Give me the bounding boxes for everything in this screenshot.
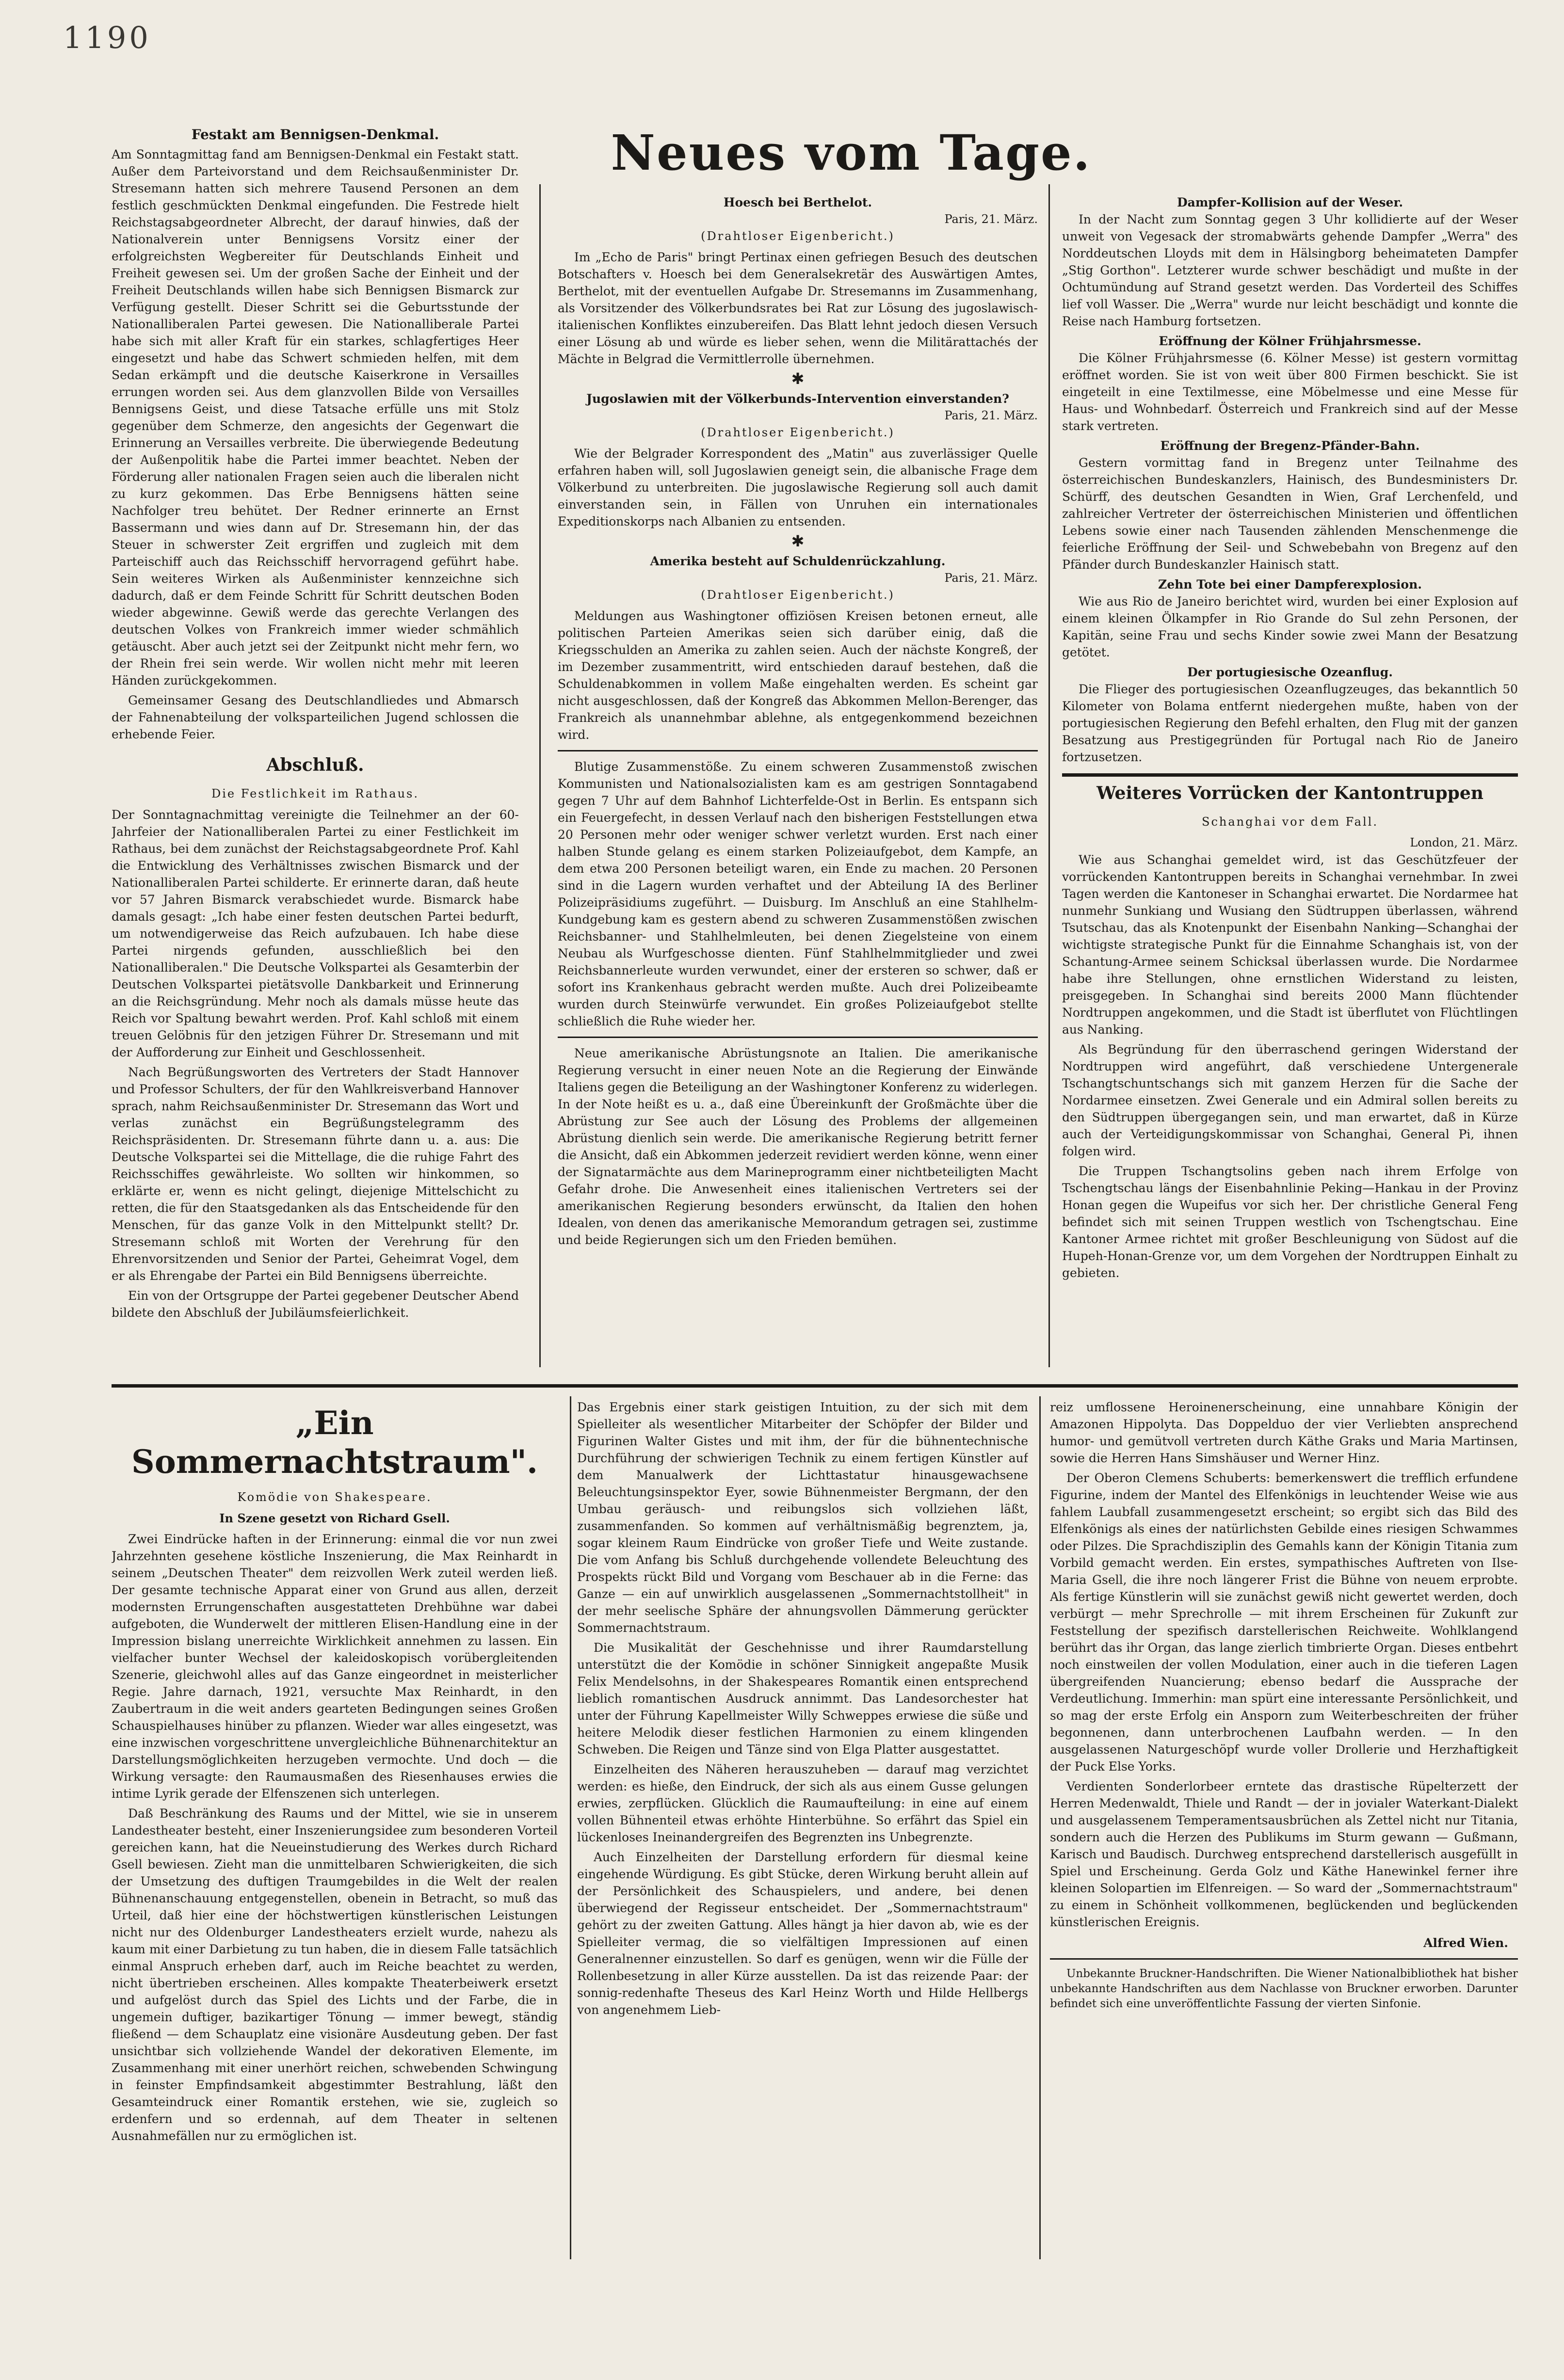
feature-paragraph: reiz umflossene Heroinenerscheinung, eine unnahbare Königin der Amazonen Hippolyta. Das Doppelduo der vier Verliebten ansprechend humor- und gemütvoll vertreten durch Käthe Graks und Maria Martinsen, sowie die Herren Hans Simshäuser und Werner Hinz. — [1050, 1400, 1518, 1465]
source-line: (Drahtloser Eigenbericht.) — [701, 426, 895, 439]
source-line: (Drahtloser Eigenbericht.) — [701, 588, 895, 602]
dateline: London, 21. März. — [1410, 836, 1518, 849]
article-headline: Dampfer-Kollision auf der Weser. — [1177, 195, 1403, 209]
article-title-kantontruppen: Weiteres Vorrücken der Kantontruppen — [1096, 783, 1483, 803]
feature-paragraph: Verdienten Sonderlorbeer erntete das drastische Rüpelterzett der Herren Medenwaldt, Thiele und Randt — der in jovialer Waterkant-Dialekt und ausgelassenem Temperamentsausbrüchen als Zettel nicht nur Titania, sondern auch die Herzen des Publikums im Sturm gewann — Gußmann, Karisch und Baudisch. Durchweg entsprechend darstellerisch ausgefüllt in Spiel und Erscheinung. Gerda Golz und Käthe Hanewinkel ferner ihre kleinen Solopartien im Elfenreigen. — So ward der „Sommernachtstraum" zu einem in Schönheit vollkommenen, beglückenden und beglückenden künstlerischen Ereignis. — [1050, 1779, 1518, 1929]
right-column — [1062, 194, 1518, 1358]
article-paragraph: Die Kölner Frühjahrsmesse (6. Kölner Messe) ist gestern vormittag eröffnet worden. Sie ist von weit über 800 Firmen beschickt. Sie ist eingeteilt in eine Textilmesse, eine Möbelmesse und eine Messe für Haus- und Wohnbedarf. Österreich und Frankreich sind auf der Messe stark vertreten. — [1062, 351, 1518, 433]
article-paragraph: In der Nacht zum Sonntag gegen 3 Uhr kollidierte auf der Weser unweit von Vegesack der stromabwärts gehende Dampfer „Werra" des Norddeutschen Lloyds mit dem in Hälsingborg beheimateten Dampfer „Stig Gorthon". Letzterer wurde schwer beschädigt und mußte in der Ochtumündung auf Strand gesetzt werden. Das Vorderteil des Schiffes lief voll Wasser. Die „Werra" wurde nur leicht beschädigt und konnte die Reise nach Hamburg fortsetzen. — [1062, 212, 1518, 328]
dateline: Paris, 21. März. — [944, 409, 1038, 422]
feature-credit: In Szene gesetzt von Richard Gsell. — [219, 1511, 450, 1525]
column-divider — [539, 184, 541, 1367]
article-headline: Eröffnung der Bregenz-Pfänder-Bahn. — [1160, 439, 1420, 453]
section-rule — [558, 1037, 1038, 1038]
section-masthead: Neues vom Tage. — [611, 124, 1092, 181]
feature-paragraph: Der Oberon Clemens Schuberts: bemerkenswert die trefflich erfundene Figurine, indem der Mantel des Elfenkönigs in leuchtender Weise wie aus fahlem Laubfall zusammengesetzt erscheint; so ergibt sich das Bild des Elfenkönigs als eines der natürlichsten Gebilde eines riesigen Schwammes oder Pilzes. Die Sprachdisziplin des Gemahls kann der Königin Titania zum Vorbild gemacht werden. Ein erstes, sympathisches Auftreten von Ilse-Maria Gsell, die ihre noch längerer Frist die Bühne von neuem erprobte. Als fertige Künstlerin will sie zunächst gewiß nicht gewertet werden, doch verbürgt — mehr Sprechrolle — mit ihrem Erscheinen für Zukunft zur Feststellung der spezifisch darstellerischen Reichweite. Wohlklangend berührt das ihr Organ, das lange zierlich timbrierte Organ. Dieses entbehrt noch einstweilen der vollen Modulation, einer auch in die tieferen Lagen übergreifenden Nuancierung; ebenso bedarf die Aussprache der Verdeutlichung. Immerhin: man spürt eine interessante Persönlichkeit, und so mag der erste Erfolg ein Ansporn zum Weiterbeschreiten der früher begonnenen, dann unterbrochenen Laufbahn werden. — In den ausgelassenen Naturgeschöpf wurde voller Drollerie und Herzhaftigkeit der Puck Else Yorks. — [1050, 1471, 1518, 1773]
article-paragraph: Nach Begrüßungsworten des Vertreters der Stadt Hannover und Professor Schulters, der für den Wahlkreisverband Hannover sprach, nahm Reichsaußenminister Dr. Stresemann das Wort und verlas zunächst ein Begrüßungstelegramm des Reichspräsidenten. Dr. Stresemann führte dann u. a. aus: Die Deutsche Volkspartei sei die Mittellage, die die ruhige Fahrt des Reichsschiffes gewährleiste. Wo sollten wir hinkommen, so erklärte er, wenn es nicht gelingt, diejenige Mittelschicht zu retten, die für den Staatsgedanken als das Entscheidende für den Menschen, für das ganze Volk in den Mittelpunkt stellt? Dr. Stresemann schloß mit Worten der Verehrung für den Ehrenvorsitzenden und Senior der Partei, Geheimrat Vogel, dem er als Ehrengabe der Partei ein Bild Bennigsens überreichte. — [112, 1065, 519, 1283]
feature-paragraph: Auch Einzelheiten der Darstellung erfordern für diesmal keine eingehende Würdigung. Es gibt Stücke, deren Wirkung beruht allein auf der Persönlichkeit des Schauspielers, und andere, bei denen überwiegend der Regisseur entscheidet. Der „Sommernachtstraum" gehört zu der zweiten Gattung. Alles hängt ja hier davon ab, wie es der Spielleiter vermag, die so vielfältigen Impressionen auf einen Generalnenner einzustellen. So darf es genügen, wenn wir die Fülle der Rollenbesetzung in aller Kürze ausstellen. Da ist das reizende Paar: der sonnig-redenhafte Theseus des Karl Heinz Worth und Hilde Hellbergs von angenehmem Lieb- — [577, 1850, 1028, 2017]
article-title-abschluss: Abschluß. — [266, 755, 364, 775]
article-paragraph: Wie aus Schanghai gemeldet wird, ist das Geschützfeuer der vorrückenden Kantontruppen bereits in Schanghai vernehmbar. In zwei Tagen werden die Kantoneser in Schanghai erwartet. Die Nordarmee hat nunmehr Sunkiang und Wusiang den Südtruppen überlassen, während Tsutschau, das als Knotenpunkt der Eisenbahn Nanking—Schanghai der wichtigste strategische Punkt für die Einnahme Schanghais ist, von der Schantung-Armee seinem Schicksal überlassen wurde. Die Nordarmee habe ihre Stellungen, ohne ernstlichen Widerstand zu leisten, preisgegeben. In Schanghai sind bereits 2000 Mann flüchtender Nordtruppen angekommen, und die Stadt ist überflutet von Flüchtlingen aus Nanking. — [1062, 853, 1518, 1037]
article-paragraph: Der Sonntagnachmittag vereinigte die Teilnehmer an der 60-Jahrfeier der Nationalliberalen Partei zu einer Festlichkeit im Rathaus, bei dem zunächst der Reichstagsabgeordnete Prof. Kahl die Entwicklung des Verhältnisses zwischen Bismarck und der Nationalliberalen Partei schilderte. Er erinnerte daran, daß heute vor 57 Jahren Bismarck verabschiedet wurde. Bismarck habe damals gesagt: „Ich habe einer festen deutschen Partei bedurft, um notwendigerweise das Reich aufzubauen. Ich habe diese Partei nirgends gefunden, ausschließlich bei den Nationalliberalen." Die Deutsche Volkspartei als Gesamterbin der Deutschen Volkspartei pietätsvolle Dankbarkeit und Erinnerung an die Reichsgründung. Mehr noch als damals müsse heute das Reich vor Spaltung bewahrt werden. Prof. Kahl schloß mit einem treuen Gelöbnis für den jetzigen Führer Dr. Stresemann und mit der Aufforderung zur Einheit und Geschlossenheit. — [112, 808, 519, 1059]
article-paragraph: Neue amerikanische Abrüstungsnote an Italien. Die amerikanische Regierung versucht in einer neuen Note an die Regierung der Einwände Italiens gegen die Beteiligung an der Washingtoner Konferenz zu widerlegen. In der Note heißt es u. a., daß eine Übereinkunft der Großmächte über die Abrüstung zur See auch der Lösung des Problems der allgemeinen Abrüstung dienlich sein werde. Die amerikanische Regierung betritt ferner die Ansicht, daß ein Abkommen jederzeit revidiert werden könne, wenn einer der Signatarmächte aus dem Marineprogramm einer nichtbeteiligten Macht Gefahr drohe. Die Anwesenheit eines italienischen Vertreters sei der amerikanischen Regierung besonders erwünscht, da Italien den hohen Idealen, von denen das amerikanische Memorandum getragen sei, zustimme und beide Regierungen sich um den Frieden bemühen. — [558, 1046, 1038, 1247]
article-paragraph: Ein von der Ortsgruppe der Partei gegebener Deutscher Abend bildete den Abschluß der Jubiläumsfeierlichkeit. — [112, 1289, 519, 1320]
feature-column-2 — [577, 1399, 1028, 2262]
article-headline: Zehn Tote bei einer Dampferexplosion. — [1158, 577, 1422, 591]
article-paragraph: Im „Echo de Paris" bringt Pertinax einen gefriegen Besuch des deutschen Botschafters v. Hoesch bei dem Generalsekretär des Auswärtigen Amtes, Berthelot, mit der eventuellen Aufgabe Dr. Stresemanns im Zusammenhang, als Vorsitzender des Völkerbundsrates bei Rat zur Lösung des jugoslawisch-italienischen Konfliktes einzubereifen. Das Blatt lehnt jedoch diesen Versuch einer Lösung ab und würde es lieber sehen, wenn die Militärattachés der Mächte in Belgrad die Vermittlerrolle übernehmen. — [558, 250, 1038, 366]
article-paragraph: Die Truppen Tschangtsolins geben nach ihrem Erfolge von Tschengtschau längs der Eisenbahnlinie Peking—Hankau in der Provinz Honan gegen die Wupeifus vor sich her. Der christliche General Feng befindet sich mit seinen Truppen westlich von Tschengtschau. Eine Kantoner Armee richtet mit großer Beschleunigung von Südost auf die Hupeh-Honan-Grenze vor, um dem Vorgehen der Nordtruppen Einhalt zu gebieten. — [1062, 1164, 1518, 1280]
article-paragraph: Am Sonntagmittag fand am Bennigsen-Denkmal ein Festakt statt. Außer dem Parteivorstand und dem Reichsaußenminister Dr. Stresemann hatten sich mehrere Tausend Personen an dem festlich geschmückten Denkmal eingefunden. Die Festrede hielt Reichstagsabgeordneter Albrecht, der darauf hinwies, daß der Nationalverein unter Bennigsens Vorsitz einer der erfolgreichsten Wegbereiter für Deutschlands Einheit und Freiheit gewesen sei. Um der großen Sache der Einheit und der Freiheit Deutschlands willen habe sich Bennigsen Bismarck zur Verfügung gestellt. Dieser Schritt sei die Geburtsstunde der Nationalliberalen Partei gewesen. Die Nationalliberale Partei habe sich mit aller Kraft für ein starkes, schlagfertiges Heer eingesetzt und habe das Schwert schmieden helfen, mit dem Sedan erkämpft und die deutsche Kaiserkrone in Versailles errungen worden sei. Aus dem glanzvollen Bilde von Versailles Bennigsens Geist, und diese Tatsache erfülle uns mit Stolz gegenüber dem Schmerze, den angesichts der Gegenwart die Erinnerung an Versailles verbreite. Die überwiegende Bedeutung der Außenpolitik habe die Partei immer beachtet. Neben der Förderung aller nationalen Fragen seien auch die liberalen nicht zu kurz gekommen. Das Erbe Bennigsens hätten seine Nachfolger treu behütet. Der Redner erinnerte an Ernst Bassermann und wies dann auf Dr. Stresemann hin, der das Steuer in schwerster Zeit ergriffen und zugleich mit dem Parteischiff auch das Reichsschiff hervorragend geführt habe. Sein weiteres Wirken als Außenminister kennzeichne sich dadurch, daß er dem Feinde Schritt für Schritt deutschen Boden wieder abgewinne. Gewiß werde das gerechte Verlangen des deutschen Volkes von Frankreich immer wieder schmählich getäuscht. Aber auch jetzt sei der Zeitpunkt nicht mehr fern, wo der Rhein frei sein werde. Wir wollen nicht mehr mit leeren Händen zurückgekommen. — [112, 147, 519, 687]
article-paragraph: Wie aus Rio de Janeiro berichtet wird, wurden bei einer Explosion auf einem kleinen Ölkampfer in Rio Grande do Sul zehn Personen, der Kapitän, seine Frau und sechs Kinder sowie zwei Mann der Besatzung getötet. — [1062, 594, 1518, 659]
column-divider — [1048, 184, 1050, 1367]
feature-paragraph: Die Musikalität der Geschehnisse und ihrer Raumdarstellung unterstützt die der Komödie in schöner Sinnigkeit angepaßte Musik Felix Mendelsohns, in der Shakespeares Romantik einen entsprechend lieblich romantischen Ausdruck annimmt. Das Landesorchester hat unter der Führung Kapellmeister Willy Schweppes erwiese die süße und heitere Melodik dieser festlichen Harmonien zu einem klingenden Schweben. Die Reigen und Tänze sind von Elga Platter ausgestattet. — [577, 1641, 1028, 1757]
feature-paragraph: Das Ergebnis einer stark geistigen Intuition, zu der sich mit dem Spielleiter als wesentlicher Mitarbeiter der Schöpfer der Bilder und Figurinen Walter Gistes und mit ihm, der für die bühnentechnische Durchführung der schwierigen Technik zu einem fertigen Künstler auf dem Manualwerk der Lichttastatur hinausgewachsene Beleuchtungsinspektor Eyer, sowie Bühnenmeister Bergmann, der den Umbau geräusch- und reibungslos sich vollziehen läßt, zusammenfanden. So kommen auf verhältnismäßig begrenztem, ja, sogar kleinem Raum Eindrücke von großer Tiefe und Weite zustande. Die vom Anfang bis Schluß durchgehende vollendete Beleuchtung des Prospekts rückt Bild und Vorgang vom Beschauer ab in die Ferne: das Ganze — ein auf unwirklich ausgelassenen „Sommernachtstollheit" in der mehr seelische Sphäre der ahnungsvollen Dämmerung gerückter Sommernachtstraum. — [577, 1400, 1028, 1635]
column-divider — [1039, 1396, 1041, 2259]
feuilleton-rule — [112, 1384, 1518, 1388]
feature-column-3 — [1050, 1399, 1518, 2262]
source-line: (Drahtloser Eigenbericht.) — [701, 229, 895, 243]
middle-column — [558, 194, 1038, 1358]
article-title-festakt: Festakt am Bennigsen-Denkmal. — [191, 127, 439, 143]
feature-signature: Alfred Wien. — [1423, 1936, 1508, 1950]
article-paragraph: Gemeinsamer Gesang des Deutschlandliedes und Abmarsch der Fahnenabteilung der volksparteilichen Jugend schlossen die erhebende Feier. — [112, 693, 519, 741]
article-paragraph: Wie der Belgrader Korrespondent des „Matin" aus zuverlässiger Quelle erfahren haben will, soll Jugoslawien geneigt sein, die albanische Frage dem Völkerbund zu unterbreiten. Die jugoslawische Regierung soll auch damit einverstanden sein, in Fällen von Unruhen ein internationales Expeditionskorps nach Albanien zu entsenden. — [558, 447, 1038, 528]
feature-paragraph: Zwei Eindrücke haften in der Erinnerung: einmal die vor nun zwei Jahrzehnten gesehene köstliche Inszenierung, die Max Reinhardt in seinem „Deutschen Theater" dem reizvollen Werk zuteil werden ließ. Der gesamte technische Apparat einer von Grund aus allen, derzeit modernsten Errungenschaften ausgestatteten Drehbühne war dabei aufgeboten, die Wunderwelt der mittleren Elisen-Handlung eine in der Impression bislang unerreichte Wirklichkeit annehmen zu lassen. Ein vielfacher bunter Wechsel der kaleidoskopisch vorübergleitenden Szenerie, gleichwohl alles auf das Ganze eingeordnet in meisterlicher Regie. Jahre darnach, 1921, versuchte Max Reinhardt, in den Zaubertraum in die weit anders gearteten Bedingungen seines Großen Schauspielhauses hinüber zu pflanzen. Wieder war alles eingesetzt, was eine inzwischen vorgeschrittene unvergleichliche Bühnenarchitektur an Darstellungsmöglichkeiten herzugeben vermochte. Und doch — die Wirkung versagte: den Raumausmaßen des Riesenhauses erwies die intime Lyrik gerade der Elfenszenen sich unterlegen. — [112, 1532, 558, 1801]
section-rule — [1062, 773, 1518, 777]
article-paragraph: Gestern vormittag fand in Bregenz unter Teilnahme des österreichischen Bundeskanzlers, Hainisch, des Bundesministers Dr. Schürff, des deutschen Gesandten in Wien, Graf Lerchenfeld, und zahlreicher Vertreter der österreichischen Ministerien und öffentlichen Lebens sowie einer nach Tausenden zählenden Menschenmenge die feierliche Eröffnung der Seil- und Schwebebahn von Bregenz auf den Pfänder durch Bundeskanzler Hainisch statt. — [1062, 456, 1518, 572]
section-rule — [558, 750, 1038, 751]
article-headline: Amerika besteht auf Schuldenrückzahlung. — [650, 554, 946, 568]
dateline: Paris, 21. März. — [944, 212, 1038, 226]
article-subtitle: Schanghai vor dem Fall. — [1202, 815, 1378, 829]
article-headline: Eröffnung der Kölner Frühjahrsmesse. — [1159, 334, 1421, 348]
article-paragraph: Blutige Zusammenstöße. Zu einem schweren Zusammenstoß zwischen Kommunisten und Nationalsozialisten kam es am gestrigen Sonntagabend gegen 7 Uhr auf dem Bahnhof Lichterfelde-Ost in Berlin. Es entspann sich ein Feuergefecht, in dessen Verlauf nach den bisherigen Feststellungen etwa 20 Personen mehr oder weniger schwer verletzt wurden. Erst nach einer halben Stunde gelang es einem starken Polizeiaufgebot, dem Kampfe, an dem etwa 200 Personen beteiligt waren, ein Ende zu machen. 20 Personen sind in die Lagern wurden verhaftet und der Abteilung IA des Berliner Polizeipräsidiums zugeführt. — Duisburg. Im Anschluß an eine Stahlhelm-Kundgebung kam es gestern abend zu schweren Zusammenstößen zwischen Reichsbanner- und Stahlhelmleuten, bei denen Ziegelsteine von einem Neubau als Wurfgeschosse dienten. Fünf Stahlhelmmitglieder und zwei Reichsbannerleute wurden verwundet, einer der ersteren so schwer, daß er sofort ins Krankenhaus gebracht werden mußte. Auch drei Polizeibeamte wurden durch Steinwürfe verwundet. Ein großes Polizeiaufgebot stellte schließlich die Ruhe wieder her. — [558, 760, 1038, 1028]
note-paragraph: Unbekannte Bruckner-Handschriften. Die Wiener Nationalbibliothek hat bisher unbekannte Handschriften aus dem Nachlasse von Bruckner erworben. Darunter befindet sich eine unveröffentlichte Fassung der vierten Sinfonie. — [1050, 1967, 1518, 2010]
feature-title: „Ein Sommernachtstraum". — [131, 1404, 538, 1481]
article-paragraph: Die Flieger des portugiesischen Ozeanflugzeuges, das bekanntlich 50 Kilometer von Bolama entfernt niedergehen mußte, haben von der portugiesischen Regierung den Befehl erhalten, den Flug mit der ganzen Besatzung aus Prestigegründen für Portugal nach Rio de Janeiro fortzusetzen. — [1062, 682, 1518, 764]
article-headline: Der portugiesische Ozeanflug. — [1187, 665, 1393, 679]
article-headline: Jugoslawien mit der Völkerbunds-Intervention einverstanden? — [586, 392, 1009, 406]
feature-column-1 — [112, 1399, 558, 2262]
page-number: 1190 — [63, 20, 151, 55]
separator-star: ✱ — [791, 369, 805, 388]
feature-paragraph: Einzelheiten des Näheren herauszuheben — darauf mag verzichtet werden: es hieße, den Eindruck, der sich als aus einem Gusse gelungen erwies, zerpflücken. Glücklich die Raumaufteilung: in eine auf einem vollen Bühnenteil etwas erhöhte Hinterbühne. So erfährt das Spiel ein lückenloses Ineinandergreifen des Begrenzten ins Unbegrenzte. — [577, 1762, 1028, 1844]
separator-star: ✱ — [791, 532, 805, 550]
article-paragraph: Meldungen aus Washingtoner offiziösen Kreisen betonen erneut, alle politischen Parteien Amerikas seien sich darüber einig, daß die Kriegsschulden an Amerika zu zahlen seien. Auch der nächste Kongreß, der im Dezember zusammentritt, wird entschieden darauf bestehen, daß die Schuldenabkommen in vollem Maße eingehalten werden. Es scheint gar nicht ausgeschlossen, daß der Kongreß das Abkommen Mellon-Berenger, das Frankreich als unannehmbar ablehne, als entgegenkommend bezeichnen wird. — [558, 609, 1038, 742]
column-divider — [570, 1396, 571, 2259]
article-headline: Hoesch bei Berthelot. — [723, 195, 872, 209]
left-column — [112, 121, 519, 1338]
section-rule — [1050, 1958, 1518, 1960]
article-paragraph: Als Begründung für den überraschend geringen Widerstand der Nordtruppen wird angeführt, daß verschiedene Untergenerale Tschangtschuntschangs sich mit ganzem Herzen für die Sache der Nordarmee einsetzen. Zwei Generale und ein Admiral sollen bereits zu den Südtruppen übergegangen sein, und man erwartet, daß in Kürze auch der Verteidigungskommissar von Schanghai, General Pi, ihnen folgen wird. — [1062, 1042, 1518, 1158]
article-subtitle: Die Festlichkeit im Rathaus. — [211, 787, 419, 800]
dateline: Paris, 21. März. — [944, 571, 1038, 585]
feature-subtitle: Komödie von Shakespeare. — [237, 1490, 432, 1504]
feature-paragraph: Daß Beschränkung des Raums und der Mittel, wie sie in unserem Landestheater besteht, einer Inszenierungsidee zum besonderen Vorteil gereichen kann, hat die Neueinstudierung des Werkes durch Richard Gsell bewiesen. Zieht man die unmittelbaren Schwierigkeiten, die sich der Umsetzung des duftigen Traumgebildes in die Welt der realen Bühnenanschauung entgegenstellen, obenein in Betracht, so muß das Urteil, daß hier eine der höchstwertigen künstlerischen Leistungen nicht nur des Oldenburger Landestheaters erzielt wurde, nahezu als kaum mit einer Darbietung zu tun haben, die in diesem Falle tatsächlich einmal Anspruch erheben darf, auch im Reiche beachtet zu werden, nicht übertrieben erscheinen. Alles kompakte Theaterbeiwerk ersetzt und aufgelöst durch das Spiel des Lichts und der Farbe, die in ungemein duftiger, bazikartiger Tönung — immer bewegt, ständig fließend — dem Schauplatz eine visionäre Ausdeutung geben. Der fast unsichtbar sich vollziehende Wandel der dekorativen Elemente, im Zusammenhang mit einer unerhört reichen, schwebenden Schwingung in feinster Empfindsamkeit abgestimmter Bestrahlung, läßt den Gesamteindruck einer Romantik erstehen, wie sie, zugleich so erdenfern und so erdennah, auf dem Theater in seltenen Ausnahmefällen nur zu ermöglichen ist. — [112, 1806, 558, 2143]
